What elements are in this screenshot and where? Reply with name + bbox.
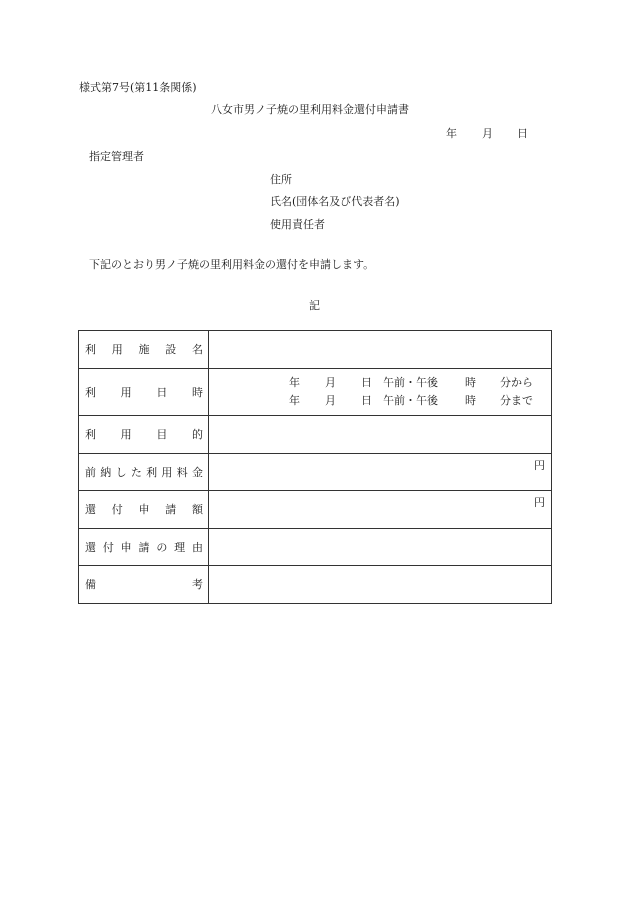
label-char: 設 — [165, 343, 177, 356]
label-char: 由 — [191, 540, 203, 554]
row-label — [79, 369, 209, 416]
dt-to-minute: 分まで — [500, 394, 533, 407]
table-row — [79, 331, 552, 369]
label-char: 利 — [146, 465, 158, 479]
table-row — [79, 454, 552, 491]
label-purpose — [85, 429, 203, 440]
table-row — [79, 529, 552, 566]
dt-from-hour: 時 — [465, 376, 476, 389]
label-char: 額 — [192, 503, 203, 516]
label-char: 施 — [138, 343, 150, 356]
facility-value-cell[interactable] — [209, 331, 552, 369]
dt-to-month: 月 — [325, 394, 336, 407]
label-prepaid-fee — [85, 467, 203, 478]
applicant-address-label: 住所 — [270, 173, 292, 186]
label-char: 請 — [165, 503, 177, 516]
date-day: 日 — [517, 127, 528, 140]
datetime-value-cell[interactable] — [209, 369, 552, 416]
label-char: 還 — [85, 540, 96, 554]
label-char: 用 — [161, 465, 173, 479]
dt-from-month: 月 — [325, 376, 336, 389]
label-char: 的 — [191, 428, 203, 441]
dt-to-hour: 時 — [465, 394, 476, 407]
label-char: 利 — [85, 385, 96, 399]
label-char: 前 — [85, 465, 96, 479]
dt-from-ampm: 午前・午後 — [383, 376, 438, 389]
date-year: 年 — [446, 127, 457, 140]
label-datetime — [85, 387, 203, 398]
label-char: 考 — [192, 578, 203, 591]
refund-reason-value-cell[interactable] — [209, 529, 552, 566]
label-char: 申 — [120, 540, 132, 554]
label-char: 時 — [191, 385, 203, 399]
label-char: 申 — [138, 503, 150, 516]
label-char: 理 — [174, 540, 186, 554]
remarks-value-cell[interactable] — [209, 566, 552, 604]
date-month: 月 — [482, 127, 493, 140]
form-number: 様式第7号(第11条関係) — [79, 81, 197, 94]
label-char: 納 — [100, 465, 112, 479]
label-char: 付 — [111, 503, 123, 516]
purpose-value-cell[interactable] — [209, 416, 552, 454]
label-char: 備 — [85, 578, 96, 591]
refund-amount-value-cell[interactable] — [209, 491, 552, 529]
label-char: 用 — [120, 385, 132, 399]
label-char: 金 — [191, 465, 203, 479]
label-char: 付 — [102, 540, 114, 554]
label-char: 還 — [85, 503, 96, 516]
label-char: 料 — [176, 465, 188, 479]
ki-heading: 記 — [309, 299, 320, 312]
dt-from-day: 日 — [361, 376, 372, 389]
label-char: の — [156, 540, 168, 554]
row-label — [79, 454, 209, 491]
label-refund-reason — [85, 542, 203, 553]
row-label — [79, 331, 209, 369]
yen-unit: 円 — [534, 496, 545, 509]
row-label — [79, 566, 209, 604]
label-remarks — [85, 579, 203, 590]
label-char: 日 — [156, 385, 168, 399]
label-char: 用 — [120, 428, 132, 441]
table-row — [79, 491, 552, 529]
row-label — [79, 491, 209, 529]
prepaid-fee-value-cell[interactable] — [209, 454, 552, 491]
dt-to-year: 年 — [289, 394, 300, 407]
label-char: 目 — [156, 428, 168, 441]
label-char: 請 — [138, 540, 150, 554]
row-label — [79, 416, 209, 454]
label-char: 用 — [111, 343, 123, 356]
table-row — [79, 566, 552, 604]
applicant-name-label: 氏名(団体名及び代表者名) — [270, 195, 400, 208]
dt-from-minute: 分から — [500, 376, 533, 389]
document-title: 八女市男ノ子焼の里利用料金還付申請書 — [211, 103, 409, 116]
label-facility — [85, 344, 203, 355]
table-row — [79, 416, 552, 454]
applicant-responsible-label: 使用責任者 — [270, 218, 325, 231]
label-char: 利 — [85, 343, 96, 356]
application-statement: 下記のとおり男ノ子焼の里利用料金の還付を申請します。 — [89, 258, 375, 271]
application-table — [78, 330, 552, 604]
label-refund-amount — [85, 504, 203, 515]
label-char: た — [130, 465, 142, 479]
addressee: 指定管理者 — [89, 150, 144, 163]
dt-to-day: 日 — [361, 394, 372, 407]
yen-unit: 円 — [534, 459, 545, 472]
label-char: 利 — [85, 428, 96, 441]
row-label — [79, 529, 209, 566]
label-char: し — [115, 465, 127, 479]
label-char: 名 — [192, 343, 203, 356]
table-row — [79, 369, 552, 416]
dt-to-ampm: 午前・午後 — [383, 394, 438, 407]
dt-from-year: 年 — [289, 376, 300, 389]
